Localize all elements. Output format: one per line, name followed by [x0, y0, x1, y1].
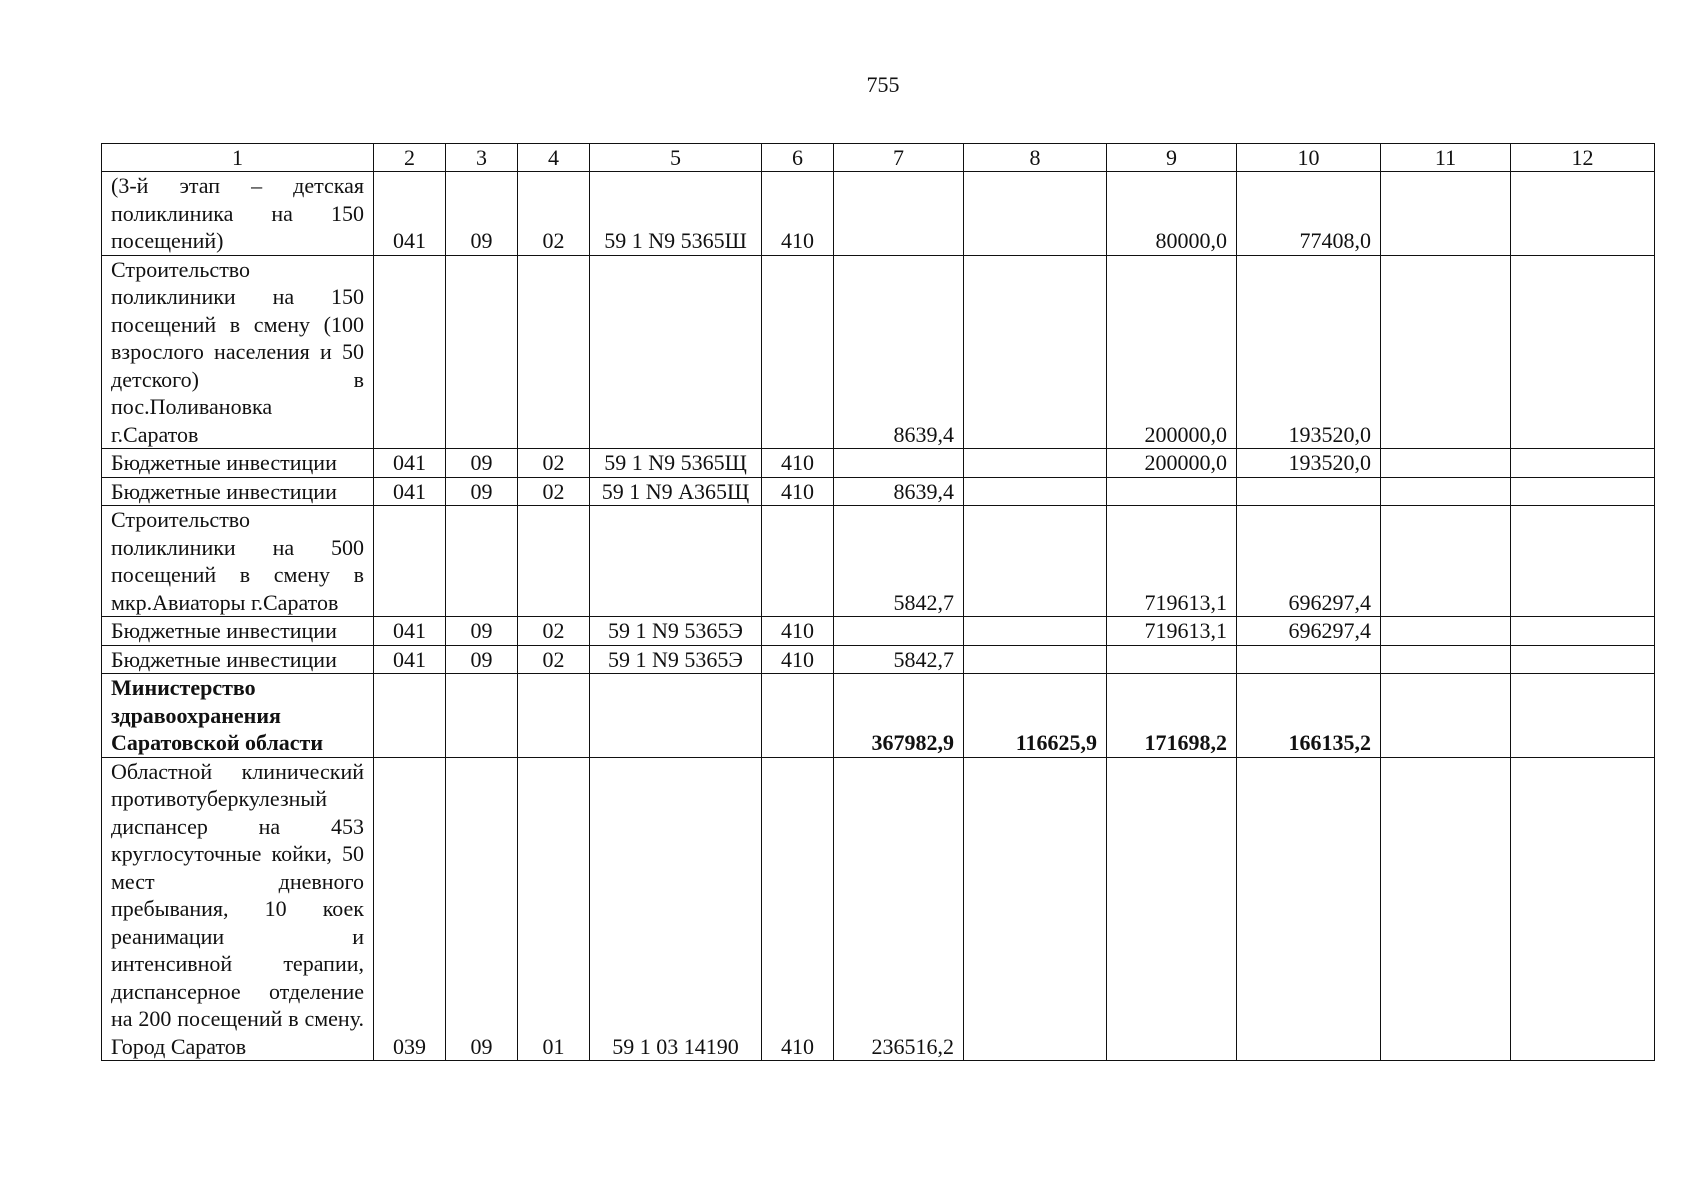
cell-col7: [834, 449, 964, 478]
cell-col8: [964, 172, 1107, 256]
cell-col11: [1381, 255, 1511, 449]
cell-col8: [964, 449, 1107, 478]
table-row: [102, 449, 1655, 478]
cell-col12: [1511, 757, 1655, 1061]
cell-subsection: 02: [518, 172, 590, 256]
cell-col10: 696297,4: [1237, 506, 1381, 617]
cell-col10: 696297,4: [1237, 617, 1381, 646]
cell-col12: [1511, 255, 1655, 449]
cell-col9: [1107, 477, 1237, 506]
column-header: 8: [964, 144, 1107, 172]
row-description: Бюджетные инвестиции: [102, 645, 374, 674]
cell-col8: [964, 255, 1107, 449]
page-number: 755: [866, 72, 900, 97]
cell-section: 09: [446, 477, 518, 506]
cell-col10: [1237, 477, 1381, 506]
cell-col8: [964, 506, 1107, 617]
cell-target-article: 59 1 N9 А365Щ: [590, 477, 762, 506]
column-header: 11: [1381, 144, 1511, 172]
cell-col7: 367982,9: [834, 674, 964, 758]
cell-col8: [964, 617, 1107, 646]
row-description: (3-й этап – детская поликлиника на 150 посещений): [102, 172, 374, 256]
cell-col10: 77408,0: [1237, 172, 1381, 256]
cell-expense-type: 410: [762, 757, 834, 1061]
column-header: 5: [590, 144, 762, 172]
cell-admin-code: [374, 674, 446, 758]
cell-admin-code: 039: [374, 757, 446, 1061]
cell-col11: [1381, 645, 1511, 674]
cell-admin-code: 041: [374, 172, 446, 256]
cell-section: 09: [446, 645, 518, 674]
column-header: 9: [1107, 144, 1237, 172]
table-row-total: [102, 674, 1655, 758]
row-description: Строительство поликлиники на 150 посещений в смену (100 взрослого населения и 50 детского) в пос.Поливановка г.Саратов: [102, 255, 374, 449]
table-row: [102, 645, 1655, 674]
cell-expense-type: [762, 506, 834, 617]
row-description: Министерство здравоохранения Саратовской области: [102, 674, 374, 758]
cell-section: 09: [446, 757, 518, 1061]
cell-subsection: 02: [518, 477, 590, 506]
cell-target-article: [590, 506, 762, 617]
cell-col10: 166135,2: [1237, 674, 1381, 758]
cell-target-article: 59 1 N9 5365Э: [590, 617, 762, 646]
cell-col11: [1381, 477, 1511, 506]
cell-expense-type: 410: [762, 617, 834, 646]
cell-col12: [1511, 477, 1655, 506]
cell-col8: [964, 645, 1107, 674]
table-row: [102, 506, 1655, 617]
cell-col7: 5842,7: [834, 506, 964, 617]
row-description: Бюджетные инвестиции: [102, 477, 374, 506]
cell-target-article: 59 1 N9 5365Э: [590, 645, 762, 674]
cell-col12: [1511, 506, 1655, 617]
cell-target-article: 59 1 03 14190: [590, 757, 762, 1061]
cell-col7: 236516,2: [834, 757, 964, 1061]
cell-col9: 171698,2: [1107, 674, 1237, 758]
cell-expense-type: [762, 674, 834, 758]
cell-col9: 80000,0: [1107, 172, 1237, 256]
cell-target-article: 59 1 N9 5365Щ: [590, 449, 762, 478]
cell-col8: [964, 477, 1107, 506]
cell-col10: [1237, 757, 1381, 1061]
cell-col11: [1381, 449, 1511, 478]
cell-col10: [1237, 645, 1381, 674]
cell-section: [446, 506, 518, 617]
cell-col8: 116625,9: [964, 674, 1107, 758]
table-row: [102, 255, 1655, 449]
cell-subsection: 02: [518, 449, 590, 478]
cell-col7: 5842,7: [834, 645, 964, 674]
column-header: 1: [102, 144, 374, 172]
column-header: 7: [834, 144, 964, 172]
cell-col9: [1107, 757, 1237, 1061]
cell-admin-code: 041: [374, 617, 446, 646]
cell-expense-type: 410: [762, 477, 834, 506]
budget-table: [101, 143, 1655, 1061]
table-row: [102, 617, 1655, 646]
cell-target-article: [590, 255, 762, 449]
column-header: 2: [374, 144, 446, 172]
cell-col12: [1511, 449, 1655, 478]
row-description: Бюджетные инвестиции: [102, 449, 374, 478]
table-row: [102, 172, 1655, 256]
row-description: Бюджетные инвестиции: [102, 617, 374, 646]
cell-target-article: 59 1 N9 5365Ш: [590, 172, 762, 256]
cell-col8: [964, 757, 1107, 1061]
cell-admin-code: 041: [374, 645, 446, 674]
cell-admin-code: 041: [374, 449, 446, 478]
cell-col9: 719613,1: [1107, 506, 1237, 617]
cell-col11: [1381, 674, 1511, 758]
cell-subsection: 02: [518, 617, 590, 646]
cell-expense-type: [762, 255, 834, 449]
cell-col11: [1381, 617, 1511, 646]
cell-col7: 8639,4: [834, 477, 964, 506]
cell-col12: [1511, 645, 1655, 674]
cell-subsection: [518, 674, 590, 758]
cell-col12: [1511, 617, 1655, 646]
cell-col9: 200000,0: [1107, 255, 1237, 449]
cell-admin-code: 041: [374, 477, 446, 506]
row-description: Областной клинический противотуберкулезный диспансер на 453 круглосуточные койки, 50 мест дневного пребывания, 10 коек реанимации и интенсивной терапии, диспансерное отделение на 200 посещений в смену. Город Саратов: [102, 757, 374, 1061]
column-header: 4: [518, 144, 590, 172]
cell-col9: 200000,0: [1107, 449, 1237, 478]
cell-col11: [1381, 172, 1511, 256]
cell-section: 09: [446, 449, 518, 478]
column-header: 10: [1237, 144, 1381, 172]
cell-subsection: 02: [518, 645, 590, 674]
cell-col7: [834, 172, 964, 256]
cell-col11: [1381, 757, 1511, 1061]
cell-section: [446, 674, 518, 758]
cell-target-article: [590, 674, 762, 758]
cell-col12: [1511, 172, 1655, 256]
column-header: 6: [762, 144, 834, 172]
cell-admin-code: [374, 255, 446, 449]
cell-col10: 193520,0: [1237, 255, 1381, 449]
cell-section: 09: [446, 617, 518, 646]
cell-section: [446, 255, 518, 449]
cell-col9: 719613,1: [1107, 617, 1237, 646]
cell-col7: [834, 617, 964, 646]
cell-subsection: [518, 506, 590, 617]
cell-col10: 193520,0: [1237, 449, 1381, 478]
cell-section: 09: [446, 172, 518, 256]
column-header: 12: [1511, 144, 1655, 172]
cell-subsection: 01: [518, 757, 590, 1061]
row-description: Строительство поликлиники на 500 посещений в смену в мкр.Авиаторы г.Саратов: [102, 506, 374, 617]
header-row: [102, 144, 1655, 172]
table-row: [102, 477, 1655, 506]
cell-col11: [1381, 506, 1511, 617]
cell-expense-type: 410: [762, 172, 834, 256]
column-header: 3: [446, 144, 518, 172]
cell-expense-type: 410: [762, 645, 834, 674]
cell-admin-code: [374, 506, 446, 617]
table-row: [102, 757, 1655, 1061]
cell-col9: [1107, 645, 1237, 674]
cell-col12: [1511, 674, 1655, 758]
cell-col7: 8639,4: [834, 255, 964, 449]
cell-expense-type: 410: [762, 449, 834, 478]
cell-subsection: [518, 255, 590, 449]
